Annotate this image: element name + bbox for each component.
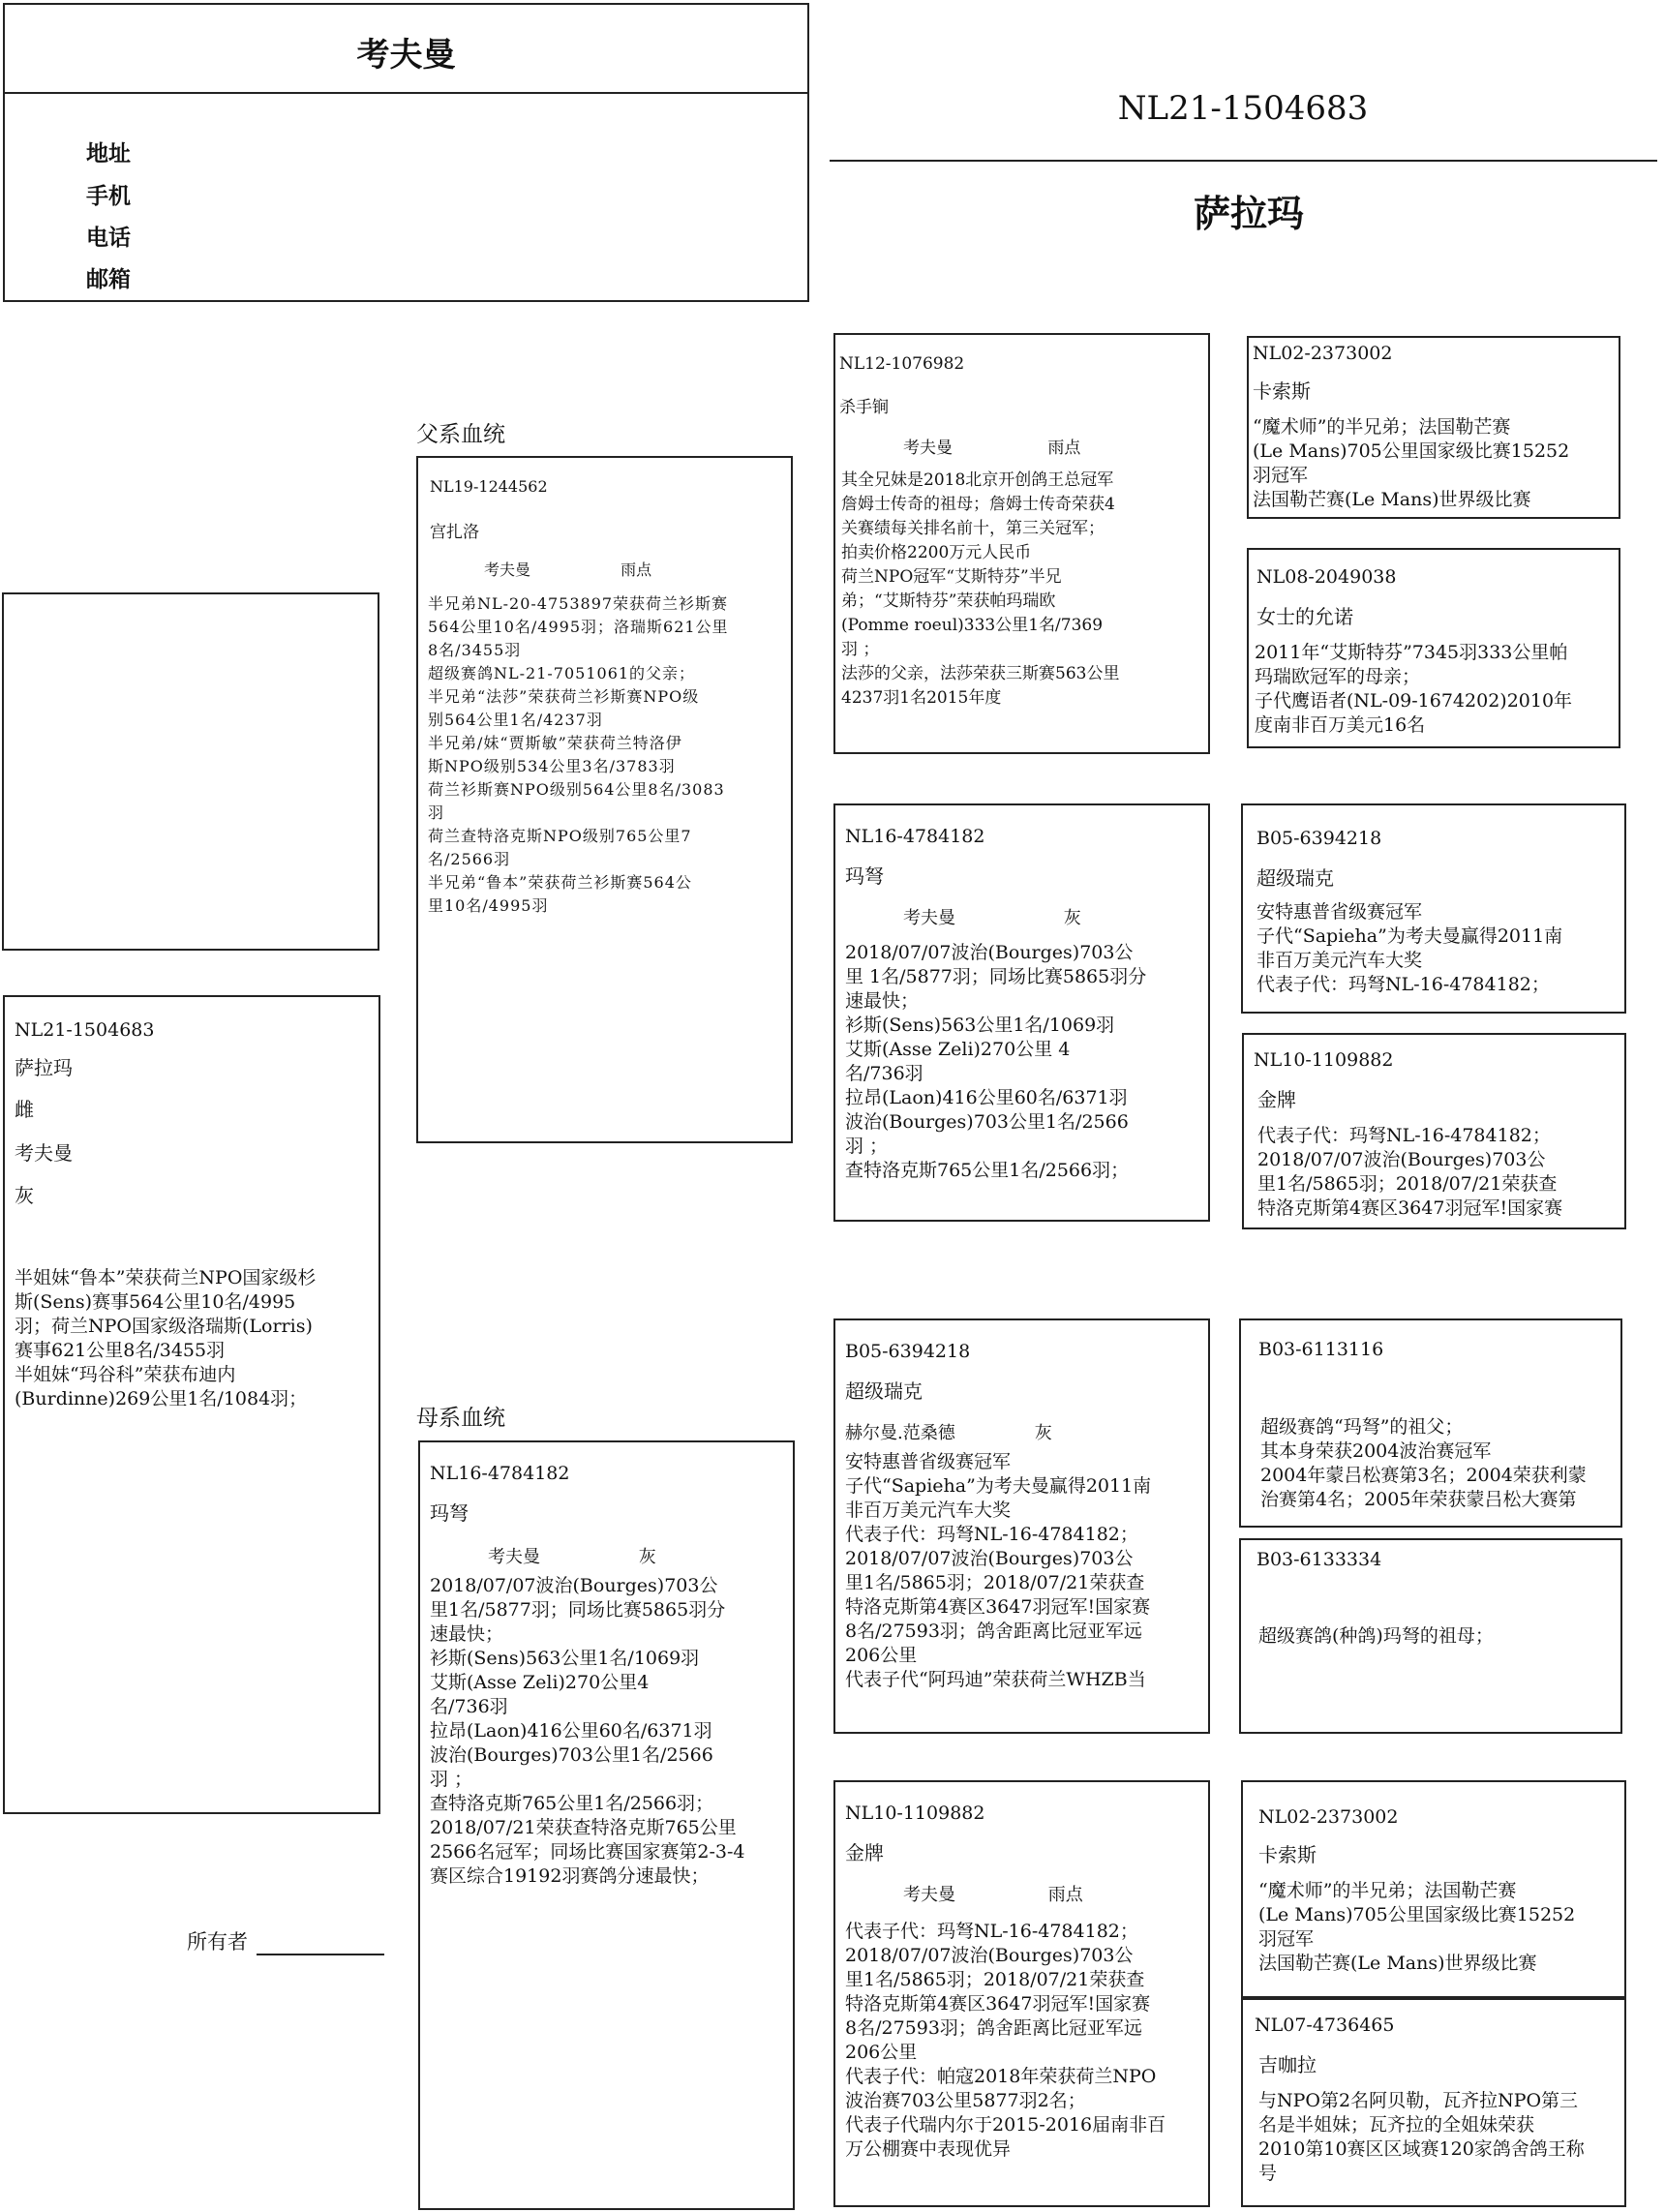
sd-note-line: 查特洛克斯765公里1名/2566羽； xyxy=(845,1160,1130,1181)
dds-box xyxy=(1241,1780,1626,1998)
sire-note-line: 里10名/4995羽 xyxy=(428,896,549,915)
dds-note-line: 法国勒芒赛(Le Mans)世界级比赛 xyxy=(1258,1953,1537,1974)
ssd-code: NL08-2049038 xyxy=(1256,566,1397,588)
subject-note-line: 半姐妹“鲁本”荣获荷兰NPO国家级杉 xyxy=(15,1267,317,1288)
ss-note-line: 关赛绩每关排名前十，第三关冠军； xyxy=(841,519,1105,538)
ss-color: 雨点 xyxy=(1047,439,1081,458)
dsd-code: B03-6133334 xyxy=(1256,1549,1382,1570)
ss-notes xyxy=(841,469,1119,711)
ds-color: 灰 xyxy=(1034,1423,1052,1443)
sds-note-line: 安特惠普省级赛冠军 xyxy=(1256,901,1423,923)
sds-note-line: 非百万美元汽车大奖 xyxy=(1256,950,1423,971)
photo-box xyxy=(2,592,379,951)
sss-notes xyxy=(1253,415,1569,512)
ddd-code: NL07-4736465 xyxy=(1255,2015,1395,2036)
ddd-notes xyxy=(1258,2089,1585,2186)
dd-code: NL10-1109882 xyxy=(845,1803,985,1824)
subject-notes xyxy=(15,1266,316,1411)
ss-name: 杀手锏 xyxy=(839,398,889,417)
dam-note-line: 里1名/5877羽；同场比赛5865羽分 xyxy=(430,1599,726,1621)
ds-note-line: 特洛克斯第4赛区3647羽冠军!国家赛 xyxy=(845,1596,1151,1618)
ssd-name: 女士的允诺 xyxy=(1256,605,1353,628)
sdd-note-line: 2018/07/07波治(Bourges)703公 xyxy=(1257,1149,1546,1170)
dds-name: 卡索斯 xyxy=(1258,1843,1317,1866)
sss-note-line: 羽冠军 xyxy=(1253,465,1309,486)
sire-name: 宫扎洛 xyxy=(430,523,479,542)
ssd-note-line: 子代鹰语者(NL-09-1674202)2010年 xyxy=(1255,690,1573,712)
sire-note-line: 羽 xyxy=(428,803,445,822)
sire-breeder: 考夫曼 xyxy=(484,561,531,579)
dd-note-line: 代表子代瑞内尔于2015-2016届南非百 xyxy=(845,2114,1166,2136)
dam-note-line: 2018/07/21荣获查特洛克斯765公里 xyxy=(430,1817,737,1838)
dd-note-line: 2018/07/07波治(Bourges)703公 xyxy=(845,1945,1134,1966)
sss-name: 卡索斯 xyxy=(1253,379,1311,403)
ss-note-line: 詹姆士传奇的祖母；詹姆士传奇荣获4 xyxy=(841,495,1115,514)
sdd-note-line: 特洛克斯第4赛区3647羽冠军!国家赛 xyxy=(1257,1197,1563,1219)
sire-box xyxy=(416,456,793,1143)
ds-notes xyxy=(845,1450,1151,1692)
sd-note-line: 波治(Bourges)703公里1名/2566 xyxy=(845,1111,1129,1133)
sds-name: 超级瑞克 xyxy=(1256,866,1334,890)
ssd-notes xyxy=(1255,641,1572,738)
sds-box xyxy=(1241,803,1626,1014)
ss-note-line: 荷兰NPO冠军“艾斯特芬”半兄 xyxy=(841,567,1062,587)
dds-note-line: 羽冠军 xyxy=(1258,1928,1315,1950)
dsd-note-line: 超级赛鸽(种鸽)玛弩的祖母； xyxy=(1258,1625,1494,1647)
sd-note-line: 艾斯(Asse Zeli)270公里 4 xyxy=(845,1039,1071,1060)
ddd-note-line: 2010第10赛区区域赛120家鸽舍鸽王称 xyxy=(1258,2138,1585,2160)
contact-mobile-label: 手机 xyxy=(86,183,131,209)
dsd-notes xyxy=(1258,1624,1494,1649)
subject-note-line: 半姐妹“玛谷科”荣获布迪内 xyxy=(15,1364,236,1385)
dam-note-line: 艾斯(Asse Zeli)270公里4 xyxy=(430,1672,650,1693)
ss-note-line: (Pomme roeul)333公里1名/7369 xyxy=(841,616,1104,635)
dam-note-line: 拉昂(Laon)416公里60名/6371羽 xyxy=(430,1720,712,1742)
sire-sire-box xyxy=(833,333,1210,754)
dd-note-line: 波治赛703公里5877羽2名； xyxy=(845,2090,1086,2111)
dam-box xyxy=(418,1440,795,2210)
sire-note-line: 半兄弟“鲁本”荣获荷兰衫斯赛564公 xyxy=(428,873,692,892)
dd-note-line: 8名/27593羽；鸽舍距离比冠亚军远 xyxy=(845,2017,1142,2039)
owner-signature xyxy=(187,1926,384,1955)
dam-note-line: 赛区综合19192羽赛鸽分速最快； xyxy=(430,1865,710,1887)
ds-code: B05-6394218 xyxy=(845,1341,971,1362)
dam-breeder-row xyxy=(488,1543,656,1568)
sss-code: NL02-2373002 xyxy=(1253,343,1393,364)
ss-note-line: 4237羽1名2015年度 xyxy=(841,688,1002,708)
subject-note-line: 斯(Sens)赛事564公里10名/4995 xyxy=(15,1291,296,1313)
owner-signature-line xyxy=(257,1934,384,1955)
dam-note-line: 衫斯(Sens)563公里1名/1069羽 xyxy=(430,1648,700,1669)
sdd-box xyxy=(1242,1033,1626,1229)
owner-label: 所有者 xyxy=(187,1930,248,1954)
sd-breeder: 考夫曼 xyxy=(903,908,955,928)
sire-note-line: 半兄弟/妹“贾斯敏”荣获荷兰特洛伊 xyxy=(428,734,682,752)
sire-notes xyxy=(428,592,729,918)
ddd-note-line: 与NPO第2名阿贝勒，瓦齐拉NPO第三 xyxy=(1258,2090,1579,2111)
ds-breeder-row xyxy=(845,1419,1052,1444)
sd-note-line: 2018/07/07波治(Bourges)703公 xyxy=(845,942,1134,963)
dss-note-line: 超级赛鸽“玛弩”的祖父； xyxy=(1260,1416,1464,1438)
sire-dam-box xyxy=(833,803,1210,1222)
sire-note-line: 564公里10名/4995羽；洛瑞斯621公里 xyxy=(428,618,729,636)
dam-dam-box xyxy=(833,1780,1210,2207)
dam-note-line: 2566名冠军；同场比赛国家赛第2-3-4 xyxy=(430,1841,745,1863)
dds-note-line: “魔术师”的半兄弟；法国勒芒赛 xyxy=(1258,1880,1517,1901)
sire-note-line: 别564公里1名/4237羽 xyxy=(428,711,603,729)
subject-code: NL21-1504683 xyxy=(15,1019,155,1041)
ssd-note-line: 度南非百万美元16名 xyxy=(1255,714,1426,736)
sire-note-line: 超级赛鸽NL-21-7051061的父亲； xyxy=(428,664,696,682)
sdd-notes xyxy=(1257,1124,1562,1221)
dss-note-line: 2004年蒙吕松赛第3名；2004荣获利蒙 xyxy=(1260,1465,1587,1486)
contact-email-label: 邮箱 xyxy=(86,266,131,292)
dd-color: 雨点 xyxy=(1047,1885,1083,1905)
sss-note-line: “魔术师”的半兄弟；法国勒芒赛 xyxy=(1253,416,1511,438)
sire-note-line: 荷兰查特洛克斯NPO级别765公里7 xyxy=(428,827,692,845)
dss-note-line: 治赛第4名；2005年荣获蒙吕松大赛第 xyxy=(1260,1489,1577,1510)
sd-note-line: 衫斯(Sens)563公里1名/1069羽 xyxy=(845,1015,1115,1036)
sire-note-line: 斯NPO级别534公里3名/3783羽 xyxy=(428,757,676,775)
sire-color: 雨点 xyxy=(621,561,652,579)
sire-note-line: 名/2566羽 xyxy=(428,850,511,868)
owner-name: 考夫曼 xyxy=(356,36,456,75)
sire-line-label: 父系血统 xyxy=(416,422,505,447)
dd-name: 金牌 xyxy=(845,1841,884,1864)
dd-notes xyxy=(845,1920,1166,2162)
sds-note-line: 子代“Sapieha”为考夫曼赢得2011南 xyxy=(1256,925,1563,947)
sdd-note-line: 代表子代：玛弩NL-16-4784182； xyxy=(1257,1125,1551,1146)
dd-note-line: 里1名/5865羽；2018/07/21荣获查 xyxy=(845,1969,1145,1990)
subject-note-line: (Burdinne)269公里1名/1084羽； xyxy=(15,1388,308,1409)
sire-breeder-row xyxy=(484,558,651,580)
owner-header-box xyxy=(3,3,809,302)
ds-name: 超级瑞克 xyxy=(845,1379,923,1403)
sss-box xyxy=(1247,336,1620,519)
ss-code: NL12-1076982 xyxy=(839,354,965,374)
dam-breeder: 考夫曼 xyxy=(488,1547,540,1567)
ddd-name: 吉咖拉 xyxy=(1258,2053,1317,2076)
sire-note-line: 8名/3455羽 xyxy=(428,641,522,659)
ds-note-line: 安特惠普省级赛冠军 xyxy=(845,1451,1012,1472)
dsd-box xyxy=(1239,1538,1622,1734)
ds-note-line: 非百万美元汽车大奖 xyxy=(845,1500,1012,1521)
dam-sire-box xyxy=(833,1318,1210,1734)
sd-note-line: 拉昂(Laon)416公里60名/6371羽 xyxy=(845,1087,1128,1108)
dds-code: NL02-2373002 xyxy=(1258,1806,1399,1828)
ss-breeder: 考夫曼 xyxy=(903,439,953,458)
dds-notes xyxy=(1258,1879,1575,1976)
subject-box xyxy=(3,995,380,1814)
ds-note-line: 子代“Sapieha”为考夫曼赢得2011南 xyxy=(845,1475,1152,1497)
sdd-name: 金牌 xyxy=(1257,1088,1296,1111)
dd-note-line: 代表子代：玛弩NL-16-4784182； xyxy=(845,1921,1138,1942)
dam-name: 玛弩 xyxy=(430,1501,469,1525)
dam-code: NL16-4784182 xyxy=(430,1463,570,1484)
sss-note-line: 法国勒芒赛(Le Mans)世界级比赛 xyxy=(1253,489,1531,510)
dss-note-line: 其本身荣获2004波治赛冠军 xyxy=(1260,1440,1492,1462)
subject-note-line: 赛事621公里8名/3455羽 xyxy=(15,1340,226,1361)
ss-note-line: 羽 ； xyxy=(841,640,880,659)
subject-color: 灰 xyxy=(15,1184,34,1207)
ds-note-line: 里1名/5865羽；2018/07/21荣获查 xyxy=(845,1572,1145,1593)
sd-breeder-row xyxy=(903,904,1081,929)
subject-breeder: 考夫曼 xyxy=(15,1141,73,1165)
ssd-box xyxy=(1247,548,1620,748)
dam-note-line: 查特洛克斯765公里1名/2566羽； xyxy=(430,1793,714,1814)
pigeon-name: 萨拉玛 xyxy=(1193,192,1304,235)
sd-note-line: 名/736羽 xyxy=(845,1063,923,1084)
ssd-note-line: 2011年“艾斯特芬”7345羽333公里帕 xyxy=(1255,642,1568,663)
ss-note-line: 弟；“艾斯特芬”荣获帕玛瑞欧 xyxy=(841,591,1056,611)
sire-note-line: 半兄弟NL-20-4753897荣获荷兰衫斯赛 xyxy=(428,594,729,613)
dds-note-line: (Le Mans)705公里国家级比赛15252 xyxy=(1258,1904,1576,1925)
dam-line-label: 母系血统 xyxy=(416,1406,505,1431)
sire-note-line: 半兄弟“法莎”荣获荷兰衫斯赛NPO级 xyxy=(428,687,700,706)
subject-note-line: 羽；荷兰NPO国家级洛瑞斯(Lorris) xyxy=(15,1316,313,1337)
header-right-divider xyxy=(830,160,1657,162)
ss-note-line: 法莎的父亲，法莎荣获三斯赛563公里 xyxy=(841,664,1120,683)
ss-note-line: 拍卖价格2200万元人民币 xyxy=(841,543,1032,562)
contact-phone-label: 电话 xyxy=(86,225,131,251)
ring-number: NL21-1504683 xyxy=(1117,89,1369,128)
ds-note-line: 206公里 xyxy=(845,1645,918,1666)
sds-notes xyxy=(1256,900,1562,997)
subject-name: 萨拉玛 xyxy=(15,1056,73,1079)
dd-note-line: 万公棚赛中表现优异 xyxy=(845,2138,1012,2160)
dam-color: 灰 xyxy=(638,1547,656,1567)
sdd-note-line: 里1名/5865羽；2018/07/21荣获查 xyxy=(1257,1173,1558,1195)
ddd-box xyxy=(1241,1998,1626,2207)
sd-note-line: 羽 ； xyxy=(845,1136,889,1157)
ddd-note-line: 名是半姐妹；瓦齐拉的全姐妹荣获 xyxy=(1258,2114,1535,2136)
sds-note-line: 代表子代：玛弩NL-16-4784182； xyxy=(1256,974,1550,995)
dd-note-line: 代表子代：帕寇2018年荣获荷兰NPO xyxy=(845,2066,1157,2087)
dam-note-line: 2018/07/07波治(Bourges)703公 xyxy=(430,1575,718,1596)
sd-name: 玛弩 xyxy=(845,864,884,888)
dss-code: B03-6113116 xyxy=(1258,1339,1384,1360)
ds-note-line: 代表子代：玛弩NL-16-4784182； xyxy=(845,1524,1138,1545)
sd-color: 灰 xyxy=(1063,908,1081,928)
dam-note-line: 速最快； xyxy=(430,1623,504,1645)
sd-note-line: 速最快； xyxy=(845,990,920,1012)
dss-notes xyxy=(1260,1415,1587,1512)
ssd-note-line: 玛瑞欧冠军的母亲； xyxy=(1255,666,1421,687)
ddd-note-line: 号 xyxy=(1258,2163,1278,2184)
ds-breeder: 赫尔曼.范桑德 xyxy=(845,1423,955,1443)
dd-note-line: 206公里 xyxy=(845,2042,918,2063)
sdd-code: NL10-1109882 xyxy=(1254,1049,1394,1071)
dd-breeder-row xyxy=(903,1881,1083,1906)
sds-code: B05-6394218 xyxy=(1256,828,1382,849)
dd-breeder: 考夫曼 xyxy=(903,1885,955,1905)
ds-note-line: 8名/27593羽；鸽舍距离比冠亚军远 xyxy=(845,1621,1142,1642)
ss-note-line: 其全兄妹是2018北京开创鸽王总冠军 xyxy=(841,470,1114,490)
dam-note-line: 波治(Bourges)703公里1名/2566 xyxy=(430,1744,713,1766)
ds-note-line: 代表子代“阿玛迪”荣获荷兰WHZB当 xyxy=(845,1669,1146,1690)
ss-breeder-row xyxy=(903,434,1080,458)
sd-note-line: 里 1名/5877羽；同场比赛5865羽分 xyxy=(845,966,1147,987)
sss-note-line: (Le Mans)705公里国家级比赛15252 xyxy=(1253,440,1570,462)
contact-address-label: 地址 xyxy=(86,140,131,167)
sire-code: NL19-1244562 xyxy=(430,477,548,496)
header-divider xyxy=(5,92,807,94)
dss-box xyxy=(1239,1318,1622,1528)
sd-code: NL16-4784182 xyxy=(845,826,985,847)
sd-notes xyxy=(845,941,1146,1183)
dam-notes xyxy=(430,1574,744,1889)
ds-note-line: 2018/07/07波治(Bourges)703公 xyxy=(845,1548,1134,1569)
dam-note-line: 羽 ； xyxy=(430,1769,473,1790)
dd-note-line: 特洛克斯第4赛区3647羽冠军!国家赛 xyxy=(845,1993,1151,2015)
sire-note-line: 荷兰衫斯赛NPO级别564公里8名/3083 xyxy=(428,780,725,799)
subject-sex: 雌 xyxy=(15,1098,34,1121)
dam-note-line: 名/736羽 xyxy=(430,1696,508,1717)
